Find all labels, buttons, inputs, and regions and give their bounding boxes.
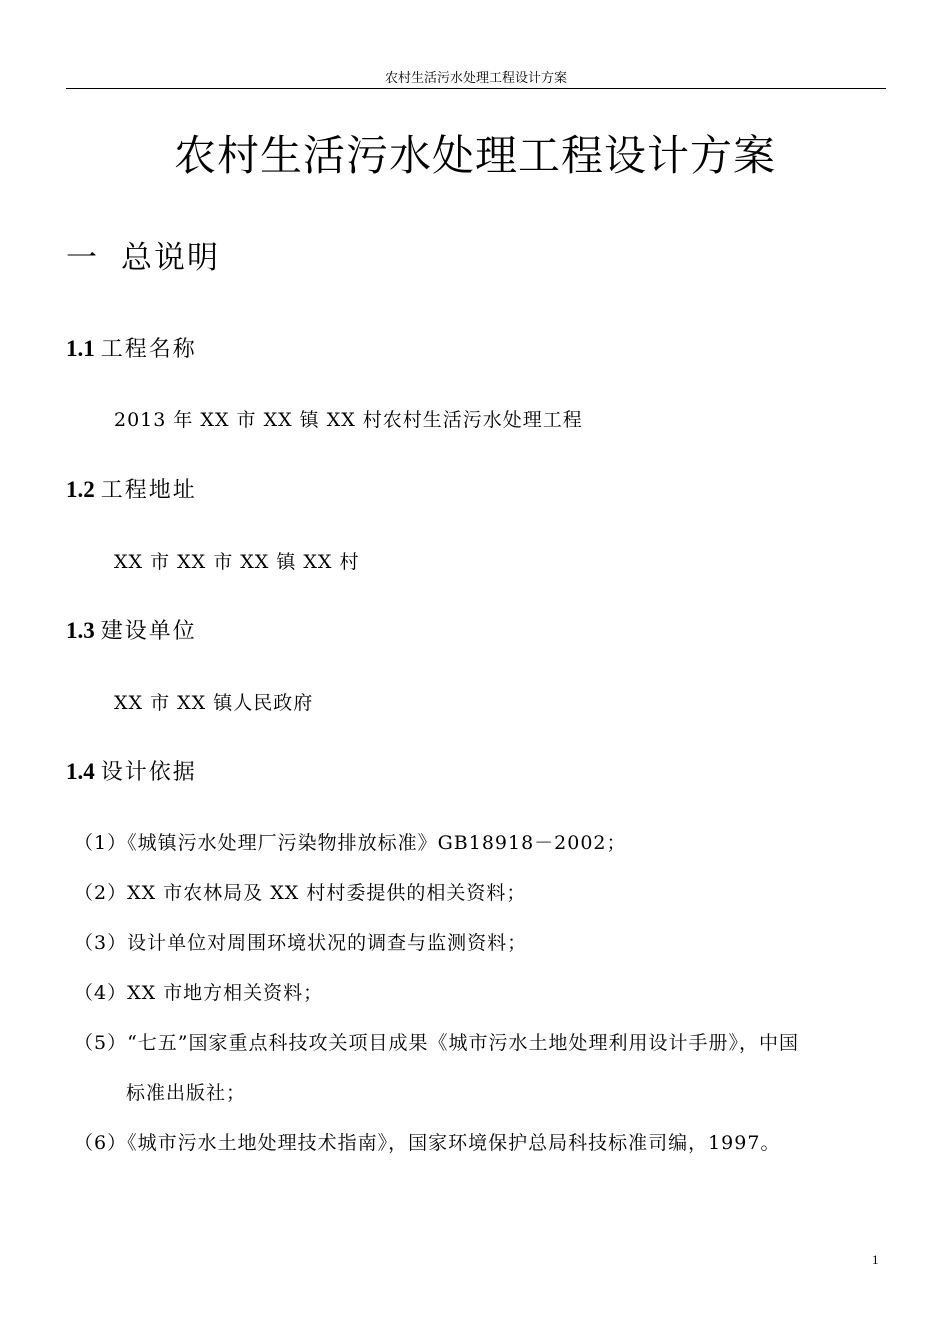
subsection-title: 工程名称 <box>100 337 197 362</box>
subsection-title: 建设单位 <box>100 619 197 644</box>
reference-line: （5）“七五”国家重点科技攻关项目成果《城市污水土地处理利用设计手册》，中国 <box>74 1032 800 1054</box>
reference-item: （3）设计单位对周围环境状况的调查与监测资料； <box>74 932 528 954</box>
subsection-title: 工程地址 <box>100 478 197 503</box>
page-number: 1 <box>872 1252 879 1267</box>
section-heading <box>66 236 220 280</box>
project-address-text: XX 市 XX 市 XX 镇 XX 村 <box>114 551 360 573</box>
reference-item <box>74 1030 894 1106</box>
subsection-number: 1.3 <box>66 618 95 643</box>
reference-item: （2）XX 市农林局及 XX 村村委提供的相关资料； <box>74 882 527 904</box>
project-name-text: 2013 年 XX 市 XX 镇 XX 村农村生活污水处理工程 <box>114 409 583 431</box>
subsection-number: 1.2 <box>66 477 95 502</box>
subsection-number: 1.4 <box>66 759 95 784</box>
subsection-heading-project-name <box>66 334 197 365</box>
header-rule <box>66 88 886 89</box>
reference-continuation: 标准出版社； <box>126 1082 247 1104</box>
subsection-number: 1.1 <box>66 336 95 361</box>
subsection-heading-owner <box>66 616 197 647</box>
reference-item: （1）《城镇污水处理厂污染物排放标准》GB18918－2002； <box>74 832 627 854</box>
reference-item: （6）《城市污水土地处理技术指南》，国家环境保护总局科技标准司编，1997。 <box>74 1132 781 1154</box>
section-title: 总说明 <box>121 240 220 276</box>
document-title: 农村生活污水处理工程设计方案 <box>173 131 776 180</box>
subsection-heading-project-address <box>66 475 197 506</box>
owner-text: XX 市 XX 镇人民政府 <box>114 692 314 714</box>
reference-item: （4）XX 市地方相关资料； <box>74 982 324 1004</box>
page-header: 农村生活污水处理工程设计方案 <box>384 71 567 86</box>
reference-list <box>74 830 894 1180</box>
subsection-heading-design-basis <box>66 757 197 788</box>
subsection-title: 设计依据 <box>100 760 197 785</box>
section-number: 一 <box>66 240 99 276</box>
